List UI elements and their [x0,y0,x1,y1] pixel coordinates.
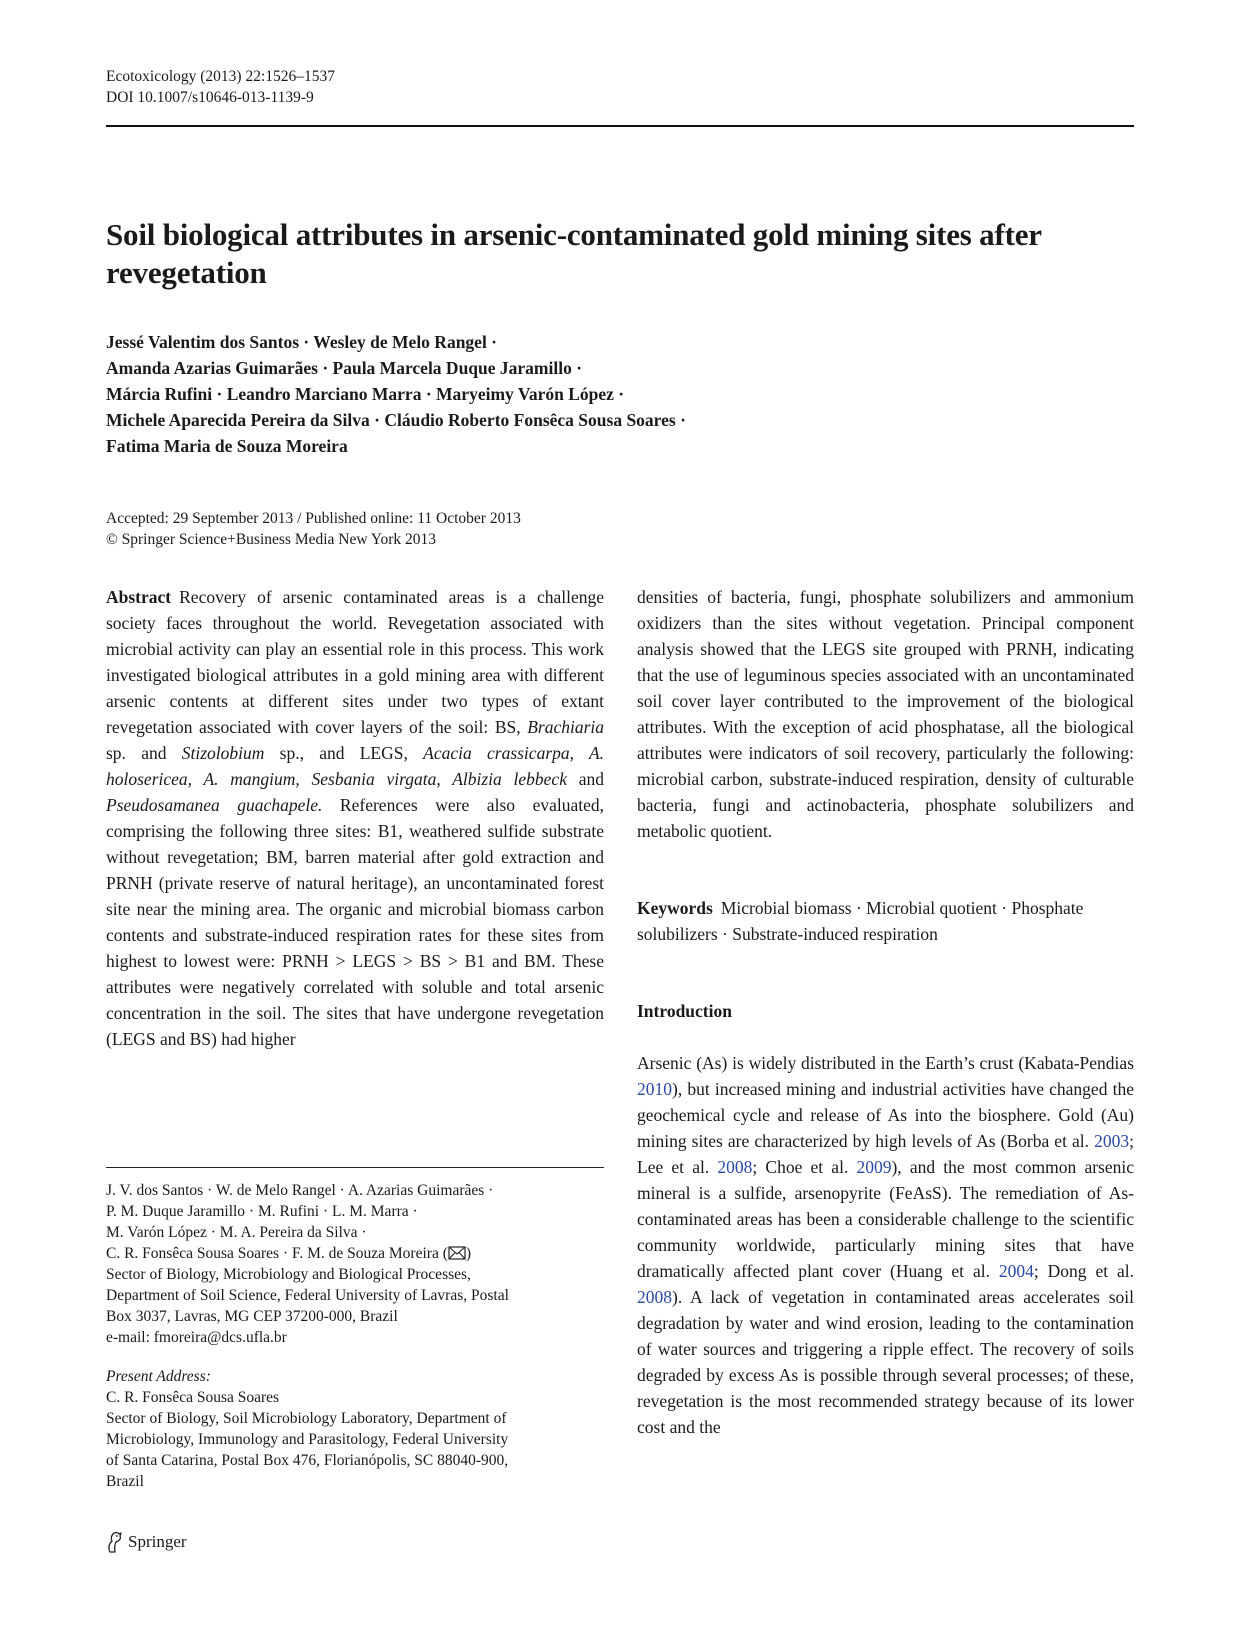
intro-text: ; Dong et al. [1033,1261,1134,1281]
author-line: Jessé Valentim dos Santos · Wesley de Melo Rangel · [106,332,498,352]
author-line: Michele Aparecida Pereira da Silva · Cláudio Roberto Fonsêca Sousa Soares · [106,410,686,430]
intro-text: ), but increased mining and industrial activities have changed the geochemical cycle and release of As into the biosphere. Gold (Au) mining sites are characterized by high levels of As (Borba et al. [637,1079,1134,1151]
introduction-paragraph [637,1050,1134,1440]
citation-link[interactable]: 2004 [998,1261,1034,1281]
publication-dates [106,508,521,550]
journal-citation: Ecotoxicology (2013) 22:1526–1537 [106,68,336,85]
abstract-paragraph [106,584,604,1052]
affiliation-text: C. R. Fonsêca Sousa Soares · F. M. de Souza Moreira ( [106,1245,448,1262]
header-rule [106,125,1134,127]
affiliation-email[interactable]: e-mail: fmoreira@dcs.ufla.br [106,1329,287,1346]
affiliation-line: J. V. dos Santos · W. de Melo Rangel · A. Azarias Guimarães · [106,1182,494,1199]
species-name: Acacia crassicarpa, A. holosericea, A. mangium, Sesbania virgata, Albizia lebbeck [106,743,605,789]
author-line: Márcia Rufini · Leandro Marciano Marra · Maryeimy Varón López · [106,384,625,404]
citation-link[interactable]: 2008 [717,1157,753,1177]
intro-text: Arsenic (As) is widely distributed in the Earth’s crust (Kabata-Pendias [637,1053,1134,1073]
publisher-footer [104,1530,187,1554]
abstract-text: sp. and [106,743,182,763]
author-line: Fatima Maria de Souza Moreira [106,436,348,456]
author-line: Amanda Azarias Guimarães · Paula Marcela Duque Jaramillo · [106,358,583,378]
abstract-heading: Abstract [106,587,172,607]
citation-link[interactable]: 2009 [856,1157,892,1177]
intro-text: ). A lack of vegetation in contaminated areas accelerates soil degradation by water and wind erosion, leading to the contamination of water sources and triggering a ripple effect. The recovery of soils degraded by excess As is possible through several processes; of these, revegetation is the most recommended strategy because of its lower cost and the [637,1287,1134,1437]
intro-text: ; Lee et al. [637,1131,1134,1177]
affiliation-text: ) [465,1245,472,1262]
affiliation-line: Sector of Biology, Microbiology and Biological Processes, [106,1266,471,1283]
copyright-line: © Springer Science+Business Media New York 2013 [106,531,437,548]
present-address-line: of Santa Catarina, Postal Box 476, Florianópolis, SC 88040-900, [106,1452,509,1469]
species-name: Pseudosamanea guachapele. [106,795,323,815]
keywords-heading: Keywords [637,898,713,918]
citation-link[interactable]: 2003 [1094,1131,1130,1151]
citation-link[interactable]: 2010 [637,1079,672,1099]
author-affiliation [106,1180,606,1348]
affiliation-line-corresponding [106,1243,606,1264]
springer-horse-icon [104,1530,124,1554]
present-address-line: Microbiology, Immunology and Parasitology, Federal University [106,1431,509,1448]
publisher-name: Springer [128,1532,187,1551]
present-address-line: C. R. Fonsêca Sousa Soares [106,1389,280,1406]
doi: DOI 10.1007/s10646-013-1139-9 [106,89,314,106]
abstract-right-column [637,584,1134,844]
introduction-heading: Introduction [637,1001,732,1021]
affiliation-line: P. M. Duque Jaramillo · M. Rufini · L. M. Marra · [106,1203,418,1220]
species-name: Brachiaria [527,717,604,737]
citation-link[interactable]: 2008 [637,1287,672,1307]
present-address-label: Present Address: [106,1368,211,1385]
intro-text: ), and the most common arsenic mineral is a sulfide, arsenopyrite (FeAsS). The remediation of As-contaminated areas has been a considerable challenge to the scientific community worldwide, particularly mining sites that have dramatically affected plant cover (Huang et al. [637,1157,1135,1281]
affiliation-line: M. Varón López · M. A. Pereira da Silva · [106,1224,367,1241]
introduction-column [637,1050,1134,1440]
keywords-text: Microbial biomass · Microbial quotient · Phosphate solubilizers · Substrate-induced respiration [637,898,1084,944]
article-title: Soil biological attributes in arsenic-contaminated gold mining sites after revegetation [106,217,1042,290]
abstract-text: Recovery of arsenic contaminated areas is a challenge society faces throughout the world. Revegetation associated with microbial activity can play an essential role in this process. This work investigated biological attributes in a gold mining area with different arsenic contents at different sites under two types of extant revegetation associated with cover layers of the soil: BS, [106,587,604,737]
present-address-line: Brazil [106,1473,144,1490]
abstract-text: sp., and LEGS, [264,743,424,763]
footnote-rule [106,1167,604,1168]
keywords [637,895,1134,947]
intro-text: ; Choe et al. [752,1157,857,1177]
accepted-published-line: Accepted: 29 September 2013 / Published online: 11 October 2013 [106,510,521,527]
author-list [106,329,1006,459]
abstract-left-column [106,584,604,1052]
abstract-continued: densities of bacteria, fungi, phosphate solubilizers and ammonium oxidizers than the sites without vegetation. Principal component analysis showed that the LEGS site grouped with PRNH, indicating that the use of leguminous species associated with an uncontaminated soil cover layer contributed to the improvement of the biological attributes. With the exception of acid phosphatase, all the biological attributes were indicators of soil recovery, particularly the following: microbial carbon, substrate-induced respiration, density of culturable bacteria, fungi and actinobacteria, phosphate solubilizers and metabolic quotient. [637,587,1134,841]
envelope-icon [448,1246,466,1260]
present-address [106,1366,606,1492]
species-name: Stizolobium [181,743,265,763]
present-address-line: Sector of Biology, Soil Microbiology Laboratory, Department of [106,1410,507,1427]
affiliation-line: Box 3037, Lavras, MG CEP 37200-000, Brazil [106,1308,398,1325]
abstract-text: References were also evaluated, comprising the following three sites: B1, weathered sulfide substrate without revegetation; BM, barren material after gold extraction and PRNH (private reserve of natural heritage), an uncontaminated forest site near the mining area. The organic and microbial biomass carbon contents and substrate-induced respiration rates for these sites from highest to lowest were: PRNH > LEGS > BS > B1 and BM. These attributes were negatively correlated with soluble and total arsenic concentration in the soil. The sites that have undergone revegetation (LEGS and BS) had higher [106,795,604,1049]
abstract-text: and [566,769,604,789]
journal-header [106,66,335,108]
affiliation-line: Department of Soil Science, Federal University of Lavras, Postal [106,1287,509,1304]
